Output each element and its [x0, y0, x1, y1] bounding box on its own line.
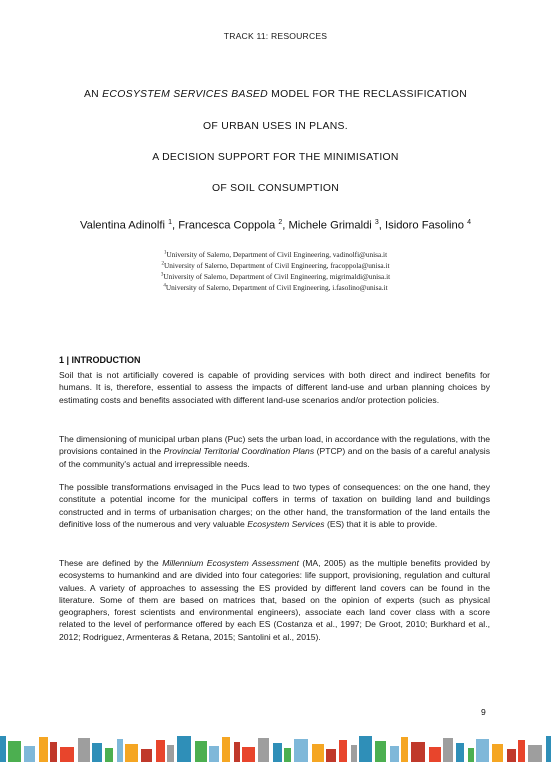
band-block — [375, 741, 386, 762]
band-block — [468, 748, 474, 762]
affiliation-text: University of Salerno, Department of Civil Engineering, i.fasolino@unisa.it — [165, 283, 388, 292]
band-block — [351, 745, 357, 762]
band-block — [0, 736, 6, 762]
band-block — [209, 746, 219, 762]
band-block — [8, 741, 21, 762]
band-block — [141, 749, 152, 762]
band-block — [476, 739, 489, 762]
para-text: The dimensioning of municipal urban plans (Puc) sets the urban load, in accordance with the regulations, with the provisions contained in the — [59, 434, 490, 457]
affiliation — [0, 272, 551, 281]
band-block — [60, 747, 74, 762]
page-number: 9 — [481, 707, 486, 717]
section-heading: 1 | INTRODUCTION — [59, 355, 141, 365]
band-block — [546, 736, 551, 762]
band-block — [177, 736, 191, 762]
band-block — [390, 746, 399, 762]
para-text: (PTCP) and on the basis of a careful analysis of the community's actual and irrepressible needs. — [59, 446, 490, 469]
title-text: MODEL FOR THE RECLASSIFICATION — [267, 89, 468, 100]
affiliation-sup: 2 — [161, 261, 164, 267]
paragraph-4 — [59, 557, 490, 643]
para-italic: Millennium Ecosystem Assessment — [162, 558, 299, 568]
band-block — [339, 740, 347, 762]
para-text: These are defined by the — [59, 558, 163, 568]
affiliation — [0, 261, 551, 270]
band-block — [222, 737, 230, 762]
para-italic: Provincial Territorial Coordination Plans — [163, 446, 315, 457]
author-name: Michele Grimaldi — [288, 219, 372, 232]
band-block — [456, 743, 464, 762]
band-block — [284, 748, 291, 762]
band-block — [167, 745, 174, 762]
band-block — [195, 741, 207, 762]
band-block — [117, 739, 123, 762]
author-name: Francesca Coppola — [178, 219, 276, 232]
title-line-1 — [40, 89, 511, 100]
title-line-3: A DECISION SUPPORT FOR THE MINIMISATION — [152, 152, 399, 163]
band-block — [359, 736, 372, 762]
affiliation — [0, 250, 551, 259]
band-block — [92, 743, 102, 762]
author-sup: 1 — [168, 219, 172, 226]
para-text: The possible transformations envisaged in the Pucs lead to two types of consequences: on the one hand, they constitute a potential income for the municipal coffers in terms of taxation on building land and buildings constructed and in terms of urbanisation charges; on the other hand, the transformation of the land entails the definitive loss of the numerous and very valuable — [59, 482, 490, 529]
paragraph-1: Soil that is not artificially covered is capable of providing services with both direct and indirect benefits for humans. It is, therefore, essential to assess the impacts of different land-use and urban planning choices by estimating costs and benefits associated with different land-use scenarios and/or protection policies. — [59, 370, 490, 405]
band-block — [156, 740, 165, 762]
band-block — [273, 743, 282, 762]
para-italic: Ecosystem Services — [247, 518, 325, 529]
band-block — [312, 744, 324, 762]
para-text: (MA, 2005) as the multiple benefits provided by ecosystems to humankind and are divided into four categories: life support, provisioning, regulation and cultural values. A variety of approaches to assessing the ES provided by different land covers can be found in the literature. Some of them are based on matrices that, based on the opinion of experts (such as physical geographers, forest scientists and environmental engineers), associate each land cover class with a score related to the level of performance offered by each ES (Costanza et al., 1997; De Groot, 2010; Burkhard et al., 2012; Rodriguez, Armenteras & Retana, 2015; Santolini et al., 2015). — [59, 558, 490, 642]
title-text: AN — [83, 89, 103, 100]
affiliation-text: University of Salerno, Department of Civil Engineering, fracoppola@unisa.it — [163, 261, 390, 270]
band-block — [234, 742, 240, 762]
title-line-2: OF URBAN USES IN PLANS. — [203, 121, 348, 132]
band-block — [294, 739, 308, 762]
affiliation — [0, 283, 551, 292]
author-sup: 4 — [467, 219, 472, 226]
band-block — [507, 749, 516, 762]
author-list: Valentina Adinolfi $^1$, Francesca Coppola $^2$, Michele Grimaldi $^3$, Isidoro Fasolino $^4$ — [79, 219, 472, 232]
track-header: TRACK 11: RESOURCES — [223, 31, 328, 41]
band-block — [50, 742, 57, 762]
band-block — [258, 738, 269, 762]
band-block — [125, 744, 138, 762]
affiliation-text: University of Salerno, Department of Civil Engineering, migrimaldi@unisa.it — [163, 272, 391, 281]
band-block — [24, 746, 35, 762]
para-text: (ES) that it is able to provide. — [324, 518, 438, 529]
author-name: Isidoro Fasolino — [385, 219, 464, 232]
affiliation-sup: 1 — [163, 250, 167, 256]
band-block — [105, 748, 113, 762]
paragraph-2 — [59, 433, 490, 470]
band-block — [528, 745, 542, 762]
affiliation-sup: 3 — [160, 272, 164, 278]
author-sup: 3 — [374, 219, 379, 226]
band-block — [443, 738, 453, 762]
band-block — [242, 747, 255, 762]
author-sup: 2 — [278, 219, 283, 226]
title-italic: ECOSYSTEM SERVICES BASED — [102, 89, 268, 100]
band-block — [411, 742, 425, 762]
title-line-4: OF SOIL CONSUMPTION — [211, 183, 340, 194]
band-block — [429, 747, 441, 762]
band-block — [518, 740, 525, 762]
decorative-band — [0, 732, 551, 762]
affiliation-text: University of Salerno, Department of Civil Engineering, vadinolfi@unisa.it — [166, 250, 388, 259]
paragraph-3 — [59, 481, 490, 530]
band-block — [401, 737, 408, 762]
band-block — [326, 749, 336, 762]
author-name: Valentina Adinolfi — [79, 219, 165, 232]
band-block — [492, 744, 503, 762]
affiliation-sup: 4 — [163, 283, 166, 289]
band-block — [78, 738, 90, 762]
band-block — [39, 737, 48, 762]
